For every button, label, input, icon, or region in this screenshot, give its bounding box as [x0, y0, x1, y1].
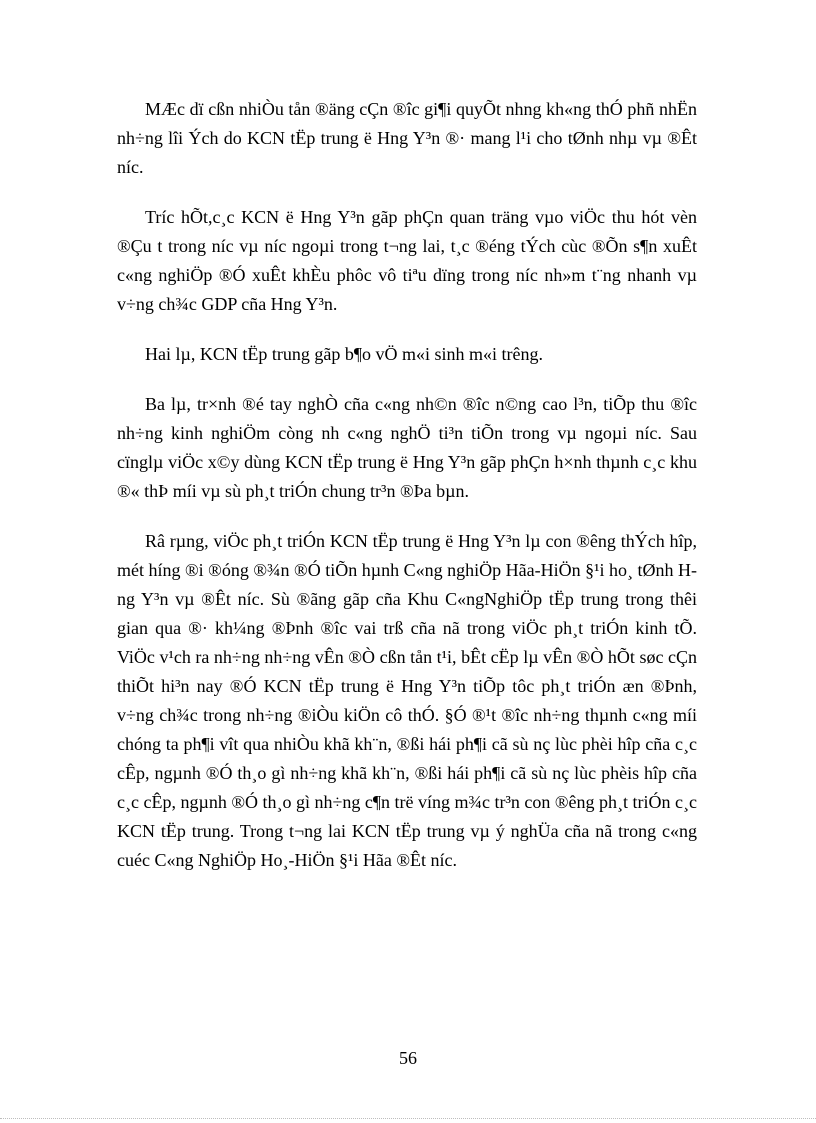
- paragraph-5: Râ rµng, viÖc ph¸t triÓn KCN tËp trung ë Hng Y³n lµ con ®êng thÝch hîp, mét híng ®i ®óng ®¾n ®Ó tiÕn hµnh C«ng nghiÖp Hãa-HiÖn §¹i ho¸ tØnh Hng Y³n vµ ®Êt níc. Sù ®ãng gãp cña Khu C«ngNghiÖp tËp trung trong thêi gian qua ®· kh¼ng ®Þnh ®îc vai trß cña nã trong viÖc ph¸t triÓn kinh tÕ. ViÖc v¹ch ra nh÷ng nh÷ng vÊn ®Ò cßn tån t¹i, bÊt cËp lµ vÊn ®Ò hÕt søc cÇn thiÕt hi³n nay ®Ó KCN tËp trung ë Hng Y³n tiÕp tôc ph¸t triÓn æn ®Þnh, v÷ng ch¾c trong nh÷ng ®iÒu kiÖn cô thÓ. §Ó ®¹t ®îc nh÷ng thµnh c«ng míi chóng ta ph¶i vît qua nhiÒu khã kh¨n, ®ßi hái ph¶i cã sù nç lùc phèi hîp cña c¸c cÊp, ngµnh ®Ó th¸o gì nh÷ng khã kh¨n, ®ßi hái ph¶i cã sù nç lùc phèis hîp cña c¸c cÊp, ngµnh ®Ó th¸o gì nh÷ng c¶n trë víng m¾c tr³n con ®êng ph¸t triÓn c¸c KCN tËp trung. Trong t¬ng lai KCN tËp trung vµ ý nghÜa cña nã trong c«ng cuéc C«ng NghiÖp Ho¸-HiÖn §¹i Hãa ®Êt níc.: [117, 531, 698, 870]
- bottom-divider: [0, 1118, 816, 1119]
- paragraph-4: Ba lµ, tr×nh ®é tay nghÒ cña c«ng nh©n ®îc n©ng cao l³n, tiÕp thu ®îc nh÷ng kinh nghiÖm còng nh c«ng nghÖ ti³n tiÕn trong vµ ngoµi níc. Sau cïnglµ viÖc x©y dùng KCN tËp trung ë Hng Y³n gãp phÇn h×nh thµnh c¸c khu ®« thÞ míi vµ sù ph¸t triÓn chung tr³n ®Þa bµn.: [117, 394, 697, 501]
- paragraph-3: Hai lµ, KCN tËp trung gãp b¶o vÖ m«i sinh m«i trêng.: [145, 344, 543, 364]
- body-text: [117, 95, 697, 896]
- paragraph-2: Tríc hÕt,c¸c KCN ë Hng Y³n gãp phÇn quan träng vµo viÖc thu hót vèn ®Çu t trong níc vµ níc ngoµi trong t¬ng lai, t¸c ®éng tÝch cùc ®Õn s¶n xuÊt c«ng nghiÖp ®Ó xuÊt khÈu phôc vô tiªu dïng trong níc nh»m t¨ng nhanh vµ v÷ng ch¾c GDP cña Hng Y³n.: [117, 207, 697, 314]
- paragraph-1: MÆc dï cßn nhiÒu tån ®äng cÇn ®îc gi¶i quyÕt nhng kh«ng thÓ phñ nhËn nh÷ng lîi Ých do KCN tËp trung ë Hng Y³n ®· mang l¹i cho tØnh nhµ vµ ®Êt níc.: [117, 99, 697, 177]
- page-number: 56: [399, 1048, 417, 1068]
